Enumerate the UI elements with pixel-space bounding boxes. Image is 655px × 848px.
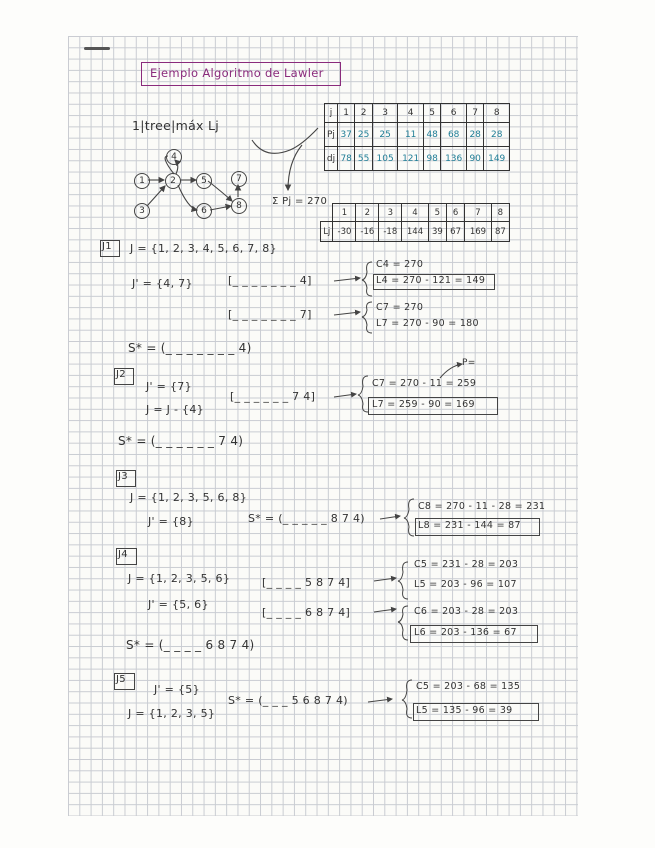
table-cell: 4	[398, 104, 424, 123]
j4-c-b: C6 = 203 - 28 = 203	[414, 606, 519, 617]
j3-set-jprime: J' = {8}	[148, 515, 194, 528]
table-cell: 121	[398, 147, 424, 171]
j2-sequence: [_ _ _ _ _ _ 7 4]	[230, 390, 316, 403]
sum-pj: Σ Pj = 270	[272, 196, 328, 207]
j5-l: L5 = 135 - 96 = 39	[416, 705, 513, 716]
table-cell: 5	[428, 204, 446, 222]
table-cell: 25	[355, 123, 372, 147]
j2-schedule: S* = (_ _ _ _ _ _ 7 4)	[118, 434, 244, 448]
table-cell: 2	[355, 104, 372, 123]
table-cell: 4	[402, 204, 429, 222]
step-label-j1: J1	[102, 241, 112, 252]
j4-sequence-b: [_ _ _ _ 6 8 7 4]	[262, 606, 351, 619]
table-cell: 39	[428, 222, 446, 242]
table-cell: 78	[337, 147, 354, 171]
j5-set-jprime: J' = {5}	[154, 683, 200, 696]
graph-node-7: 7	[231, 171, 247, 187]
table-cell: 144	[402, 222, 429, 242]
j1-sequence-a: [_ _ _ _ _ _ _ 4]	[228, 274, 312, 287]
j4-c-a: C5 = 231 - 28 = 203	[414, 559, 519, 570]
step-label-j4: J4	[118, 549, 128, 560]
graph-node-1: 1	[134, 173, 150, 189]
j1-l-b: L7 = 270 - 90 = 180	[376, 318, 479, 329]
table-cell: 6	[441, 104, 467, 123]
table-cell: 28	[466, 123, 483, 147]
problem-notation: 1|tree|máx Lj	[132, 118, 220, 133]
table-cell: 3	[372, 104, 398, 123]
j4-set-j: J = {1, 2, 3, 5, 6}	[128, 572, 231, 585]
j2-l: L7 = 259 - 90 = 169	[372, 399, 475, 410]
table-cell: 25	[372, 123, 398, 147]
step-label-j3: J3	[118, 471, 128, 482]
table-cell: Lj	[321, 222, 333, 242]
j4-l-a: L5 = 203 - 96 = 107	[414, 579, 517, 590]
step-label-j2: J2	[116, 369, 126, 380]
graph-node-6: 6	[196, 203, 212, 219]
j5-set-j: J = {1, 2, 3, 5}	[128, 707, 216, 720]
step-label-j5: J5	[116, 674, 126, 685]
j4-sequence-a: [_ _ _ _ 5 8 7 4]	[262, 576, 351, 589]
page-title: Ejemplo Algoritmo de Lawler	[150, 66, 324, 80]
j2-c: C7 = 270 - 11 = 259	[372, 378, 477, 389]
table-cell: 28	[484, 123, 510, 147]
j1-sequence-b: [_ _ _ _ _ _ _ 7]	[228, 308, 312, 321]
table-cell: 37	[337, 123, 354, 147]
table-cell: 149	[484, 147, 510, 171]
table-cell: -30	[333, 222, 356, 242]
table-cell: 1	[333, 204, 356, 222]
j3-c: C8 = 270 - 11 - 28 = 231	[418, 501, 546, 512]
table-cell: -18	[379, 222, 402, 242]
table-cell: 48	[423, 123, 440, 147]
j5-c: C5 = 203 - 68 = 135	[416, 681, 521, 692]
table-cell: 68	[441, 123, 467, 147]
j1-l-a: L4 = 270 - 121 = 149	[376, 275, 486, 286]
j4-l-b: L6 = 203 - 136 = 67	[414, 627, 517, 638]
table-cell: 8	[491, 204, 509, 222]
table-cell: 87	[491, 222, 509, 242]
table-cell: 1	[337, 104, 354, 123]
table-cell: 3	[379, 204, 402, 222]
table-cell: 169	[465, 222, 492, 242]
table-cell: 105	[372, 147, 398, 171]
j3-l: L8 = 231 - 144 = 87	[418, 520, 521, 531]
p-note: P=	[462, 358, 476, 368]
table-cell: 2	[356, 204, 379, 222]
table-cell: 11	[398, 123, 424, 147]
j3-set-j: J = {1, 2, 3, 5, 6, 8}	[130, 491, 248, 504]
table-cell: 98	[423, 147, 440, 171]
j4-set-jprime: J' = {5, 6}	[148, 598, 209, 611]
graph-node-5: 5	[196, 173, 212, 189]
j1-schedule: S* = (_ _ _ _ _ _ _ 4)	[128, 341, 252, 355]
table-cell: j	[325, 104, 338, 123]
j3-schedule: S* = (_ _ _ _ _ 8 7 4)	[248, 512, 365, 525]
table-cell: Pj	[325, 123, 338, 147]
j1-c-b: C7 = 270	[376, 302, 424, 313]
table-cell: 7	[466, 104, 483, 123]
j1-set-jprime: J' = {4, 7}	[132, 277, 193, 290]
table-cell: 90	[466, 147, 483, 171]
table-cell: 136	[441, 147, 467, 171]
table-cell: 7	[465, 204, 492, 222]
graph-node-2: 2	[165, 173, 181, 189]
j2-set-j: J = J - {4}	[146, 403, 204, 416]
graph-node-4: 4	[166, 149, 182, 165]
table-cell: 67	[446, 222, 464, 242]
table-cell: 55	[355, 147, 372, 171]
table-cell: 6	[446, 204, 464, 222]
j1-c-a: C4 = 270	[376, 259, 424, 270]
j4-schedule: S* = (_ _ _ _ 6 8 7 4)	[126, 638, 255, 652]
table-cell: 8	[484, 104, 510, 123]
j2-set-jprime: J' = {7}	[146, 380, 192, 393]
table-cell: 5	[423, 104, 440, 123]
j1-set-j: J = {1, 2, 3, 4, 5, 6, 7, 8}	[130, 242, 277, 255]
table-cell: -16	[356, 222, 379, 242]
graph-node-8: 8	[231, 198, 247, 214]
j5-schedule: S* = (_ _ _ 5 6 8 7 4)	[228, 694, 348, 707]
graph-node-3: 3	[134, 203, 150, 219]
table-cell: dj	[325, 147, 338, 171]
